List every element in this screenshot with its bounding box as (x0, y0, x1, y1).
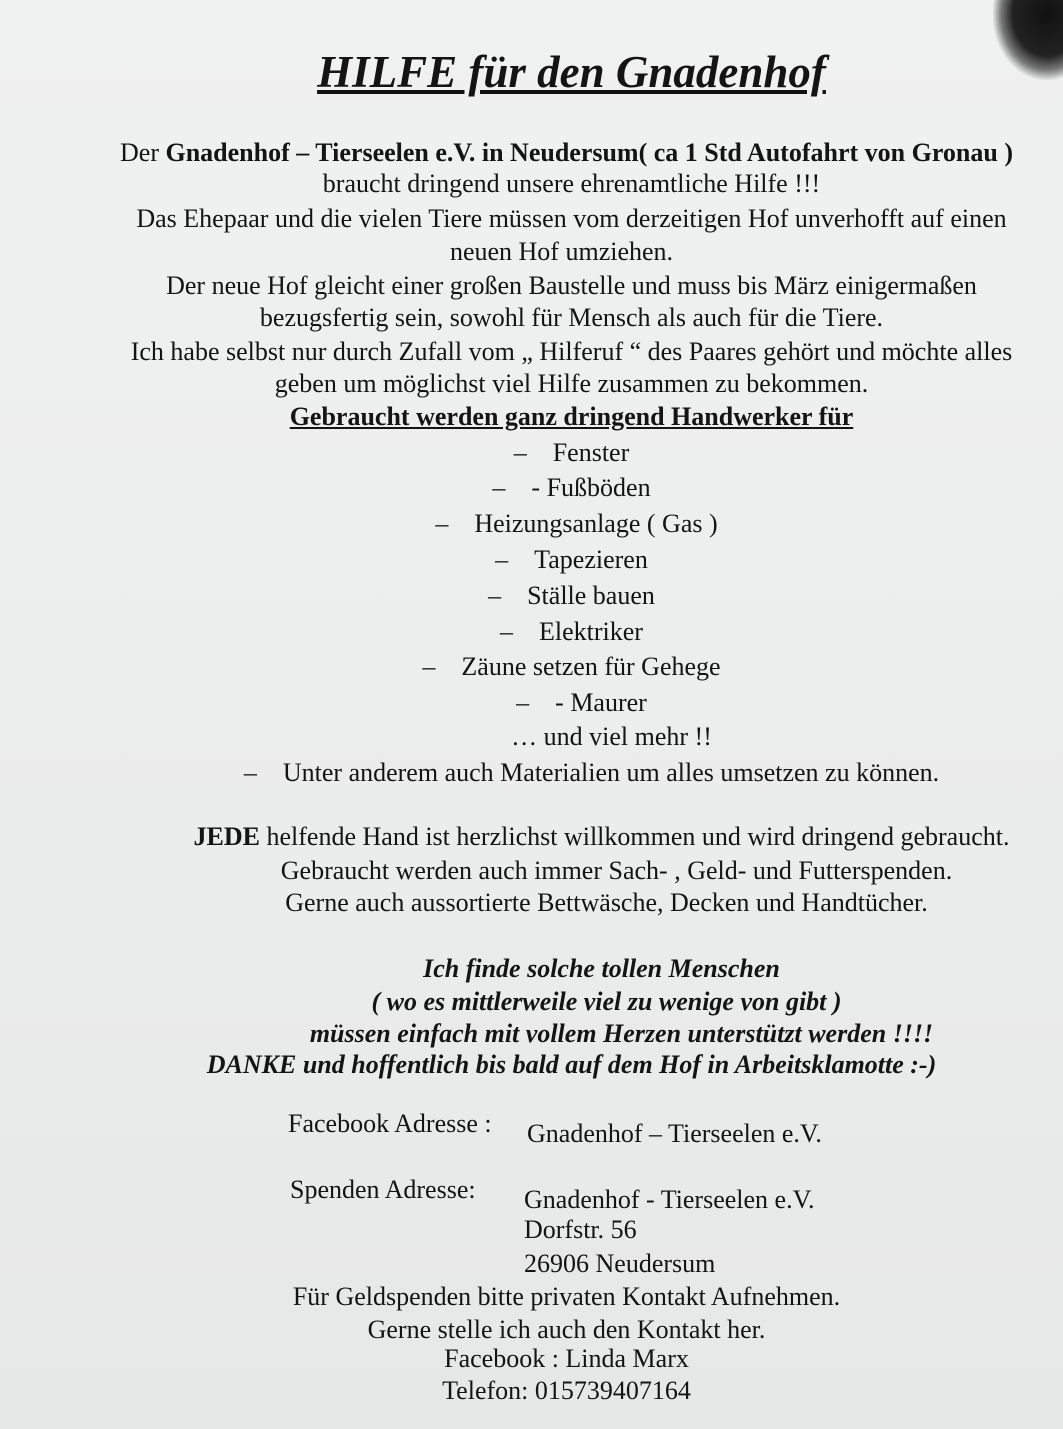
needed-item-maurer (50, 687, 1063, 719)
contact-line-1: Für Geldspenden bitte privaten Kontakt Aufnehmen. (292, 1282, 841, 1311)
bullet-dash: – (513, 438, 527, 467)
help-line-3: Gerne auch aussortierte Bettwäsche, Decken und Handtücher. (285, 888, 928, 917)
help-line-2: Gebraucht werden auch immer Sach- , Geld- und Futterspenden. (280, 856, 953, 885)
donation-address-line-2: Dorfstr. 56 (524, 1215, 637, 1244)
and-more: … und viel mehr !! (511, 722, 712, 751)
donation-address-line-3: 26906 Neudersum (524, 1249, 716, 1278)
appeal-line-4: DANKE und hoffentlich bis bald auf dem Hof in Arbeitsklamotte :-) (206, 1050, 937, 1079)
appeal-line-3: müssen einfach mit vollem Herzen unterstützt werden !!!! (309, 1019, 934, 1048)
intro-line-6: bezugsfertig sein, sowohl für Mensch als auch für die Tiere. (259, 303, 884, 332)
bullet-dash: – (435, 509, 449, 538)
needed-item-label: Elektriker (539, 617, 643, 646)
bullet-dash: – (495, 545, 509, 574)
needed-item-label: Tapezieren (534, 545, 648, 574)
page-title: HILFE für den Gnadenhof (317, 47, 826, 97)
jede-emphasis: JEDE (193, 822, 260, 851)
needed-item-fenster (40, 437, 1063, 469)
donation-address-line-1: Gnadenhof - Tierseelen e.V. (524, 1185, 815, 1214)
bullet-dash: – (500, 617, 514, 646)
bullet-dash: – (243, 758, 257, 787)
intro-line-1-bold: Gnadenhof – Tierseelen e.V. in Neudersum( ca 1 Std Autofahrt von Gronau ) (165, 138, 1013, 167)
needed-item-tapezieren (40, 544, 1063, 576)
contact-line-2: Gerne stelle ich auch den Kontakt her. (367, 1315, 766, 1344)
bullet-dash: – (516, 688, 530, 717)
help-line-1-rest: helfende Hand ist herzlichst willkommen und wird dringend gebraucht. (260, 822, 1010, 851)
bullet-dash: – (488, 581, 502, 610)
intro-line-5: Der neue Hof gleicht einer großen Baustelle und muss bis März einigermaßen (166, 271, 977, 300)
needed-item-label: Fenster (552, 438, 630, 467)
needed-heading: Gebraucht werden ganz dringend Handwerker für (289, 402, 854, 431)
needed-item-label: Ställe bauen (527, 581, 655, 610)
contact-line-3: Facebook : Linda Marx (444, 1344, 689, 1373)
bullet-dash: – (422, 652, 436, 681)
materials-line (60, 757, 1063, 789)
facebook-value: Gnadenhof – Tierseelen e.V. (527, 1119, 822, 1148)
intro-line-7: Ich habe selbst nur durch Zufall vom „ Hilferuf “ des Paares gehört und möchte alles (130, 337, 1013, 366)
needed-item-fussboeden (40, 472, 1063, 504)
intro-line-1-prefix: Der (120, 138, 166, 167)
materials-label: Unter anderem auch Materialien um alles umsetzen zu können. (282, 758, 940, 787)
needed-item-label: Heizungsanlage ( Gas ) (474, 509, 718, 538)
appeal-line-1: Ich finde solche tollen Menschen (423, 954, 780, 983)
intro-line-8: geben um möglichst viel Hilfe zusammen zu bekommen. (274, 369, 869, 398)
bullet-dash: – (492, 473, 506, 502)
donation-label: Spenden Adresse: (290, 1175, 476, 1204)
intro-line-1 (35, 137, 1063, 169)
needed-item-label: Zäune setzen für Gehege (461, 652, 721, 681)
needed-item-elektriker (40, 616, 1063, 648)
needed-item-staelle (40, 580, 1063, 612)
intro-line-4: neuen Hof umziehen. (449, 237, 674, 266)
needed-item-zaeune (40, 651, 1063, 683)
intro-line-3: Das Ehepaar und die vielen Tiere müssen vom derzeitigen Hof unverhofft auf einen (136, 204, 1007, 233)
appeal-line-2: ( wo es mittlerweile viel zu wenige von gibt ) (371, 987, 842, 1016)
needed-item-label: - Fußböden (531, 473, 651, 502)
needed-item-heizung (45, 508, 1063, 540)
needed-item-label: - Maurer (555, 688, 647, 717)
help-line-1 (70, 821, 1063, 853)
facebook-label: Facebook Adresse : (288, 1109, 492, 1138)
contact-line-4: Telefon: 015739407164 (442, 1376, 691, 1405)
intro-line-2: braucht dringend unsere ehrenamtliche Hilfe !!! (322, 169, 821, 198)
